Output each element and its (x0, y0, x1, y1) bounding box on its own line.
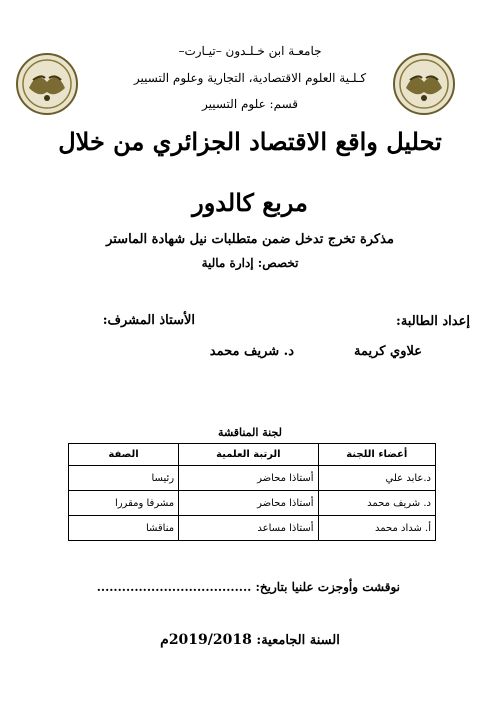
column-header-role: الصفة (69, 444, 179, 466)
table-header-row (69, 444, 436, 466)
thesis-title-line-2: مربع كالدور (192, 188, 308, 217)
member-rank: أستاذا مساعد (179, 516, 318, 541)
member-name: د.عابد علي (318, 466, 435, 491)
defense-label: نوقشت وأوجزت علنيا بتاريخ: (255, 580, 400, 594)
university-name: جامعـة ابن خـلـدون –تيـارت– (178, 44, 322, 58)
defense-date-line (97, 580, 400, 594)
student-label: إعداد الطالبة: (396, 314, 470, 329)
thesis-title-line-1: تحليل واقع الاقتصاد الجزائري من خلال (58, 127, 442, 156)
table-row (69, 516, 436, 541)
committee-title: لجنة المناقشة (218, 426, 282, 439)
department-name: قسم: علوم التسيير (201, 97, 299, 111)
member-role: مناقشا (69, 516, 179, 541)
table-row (69, 491, 436, 516)
committee-table (68, 443, 436, 541)
member-name: أ. شداد محمد (318, 516, 435, 541)
academic-year-value: 2019/2018م (160, 632, 252, 648)
column-header-rank: الرتبة العلمية (179, 444, 318, 466)
member-name: د. شريف محمد (318, 491, 435, 516)
member-role: رئيسا (69, 466, 179, 491)
column-header-members: أعضاء اللجنة (318, 444, 435, 466)
supervisor-name: د. شريف محمد (209, 344, 294, 359)
defense-date-dots: ..................................... (96, 580, 252, 594)
academic-year-label: السنة الجامعية: (256, 633, 340, 648)
specialization: تخصص: إدارة مالية (201, 256, 299, 270)
student-name: علاوي كريمة (354, 344, 422, 359)
member-rank: أستاذا محاضر (179, 466, 318, 491)
faculty-name: كـلـية العلوم الاقتصادية، التجارية وعلوم التسيير (133, 71, 367, 85)
table-row (69, 466, 436, 491)
member-role: مشرفا ومقررا (69, 491, 179, 516)
academic-year-line (0, 632, 500, 648)
member-rank: أستاذا محاضر (179, 491, 318, 516)
thesis-subtitle: مذكرة تخرج تدخل ضمن متطلبات نيل شهادة الماستر (106, 232, 394, 247)
supervisor-label: الأستاذ المشرف: (102, 313, 195, 328)
